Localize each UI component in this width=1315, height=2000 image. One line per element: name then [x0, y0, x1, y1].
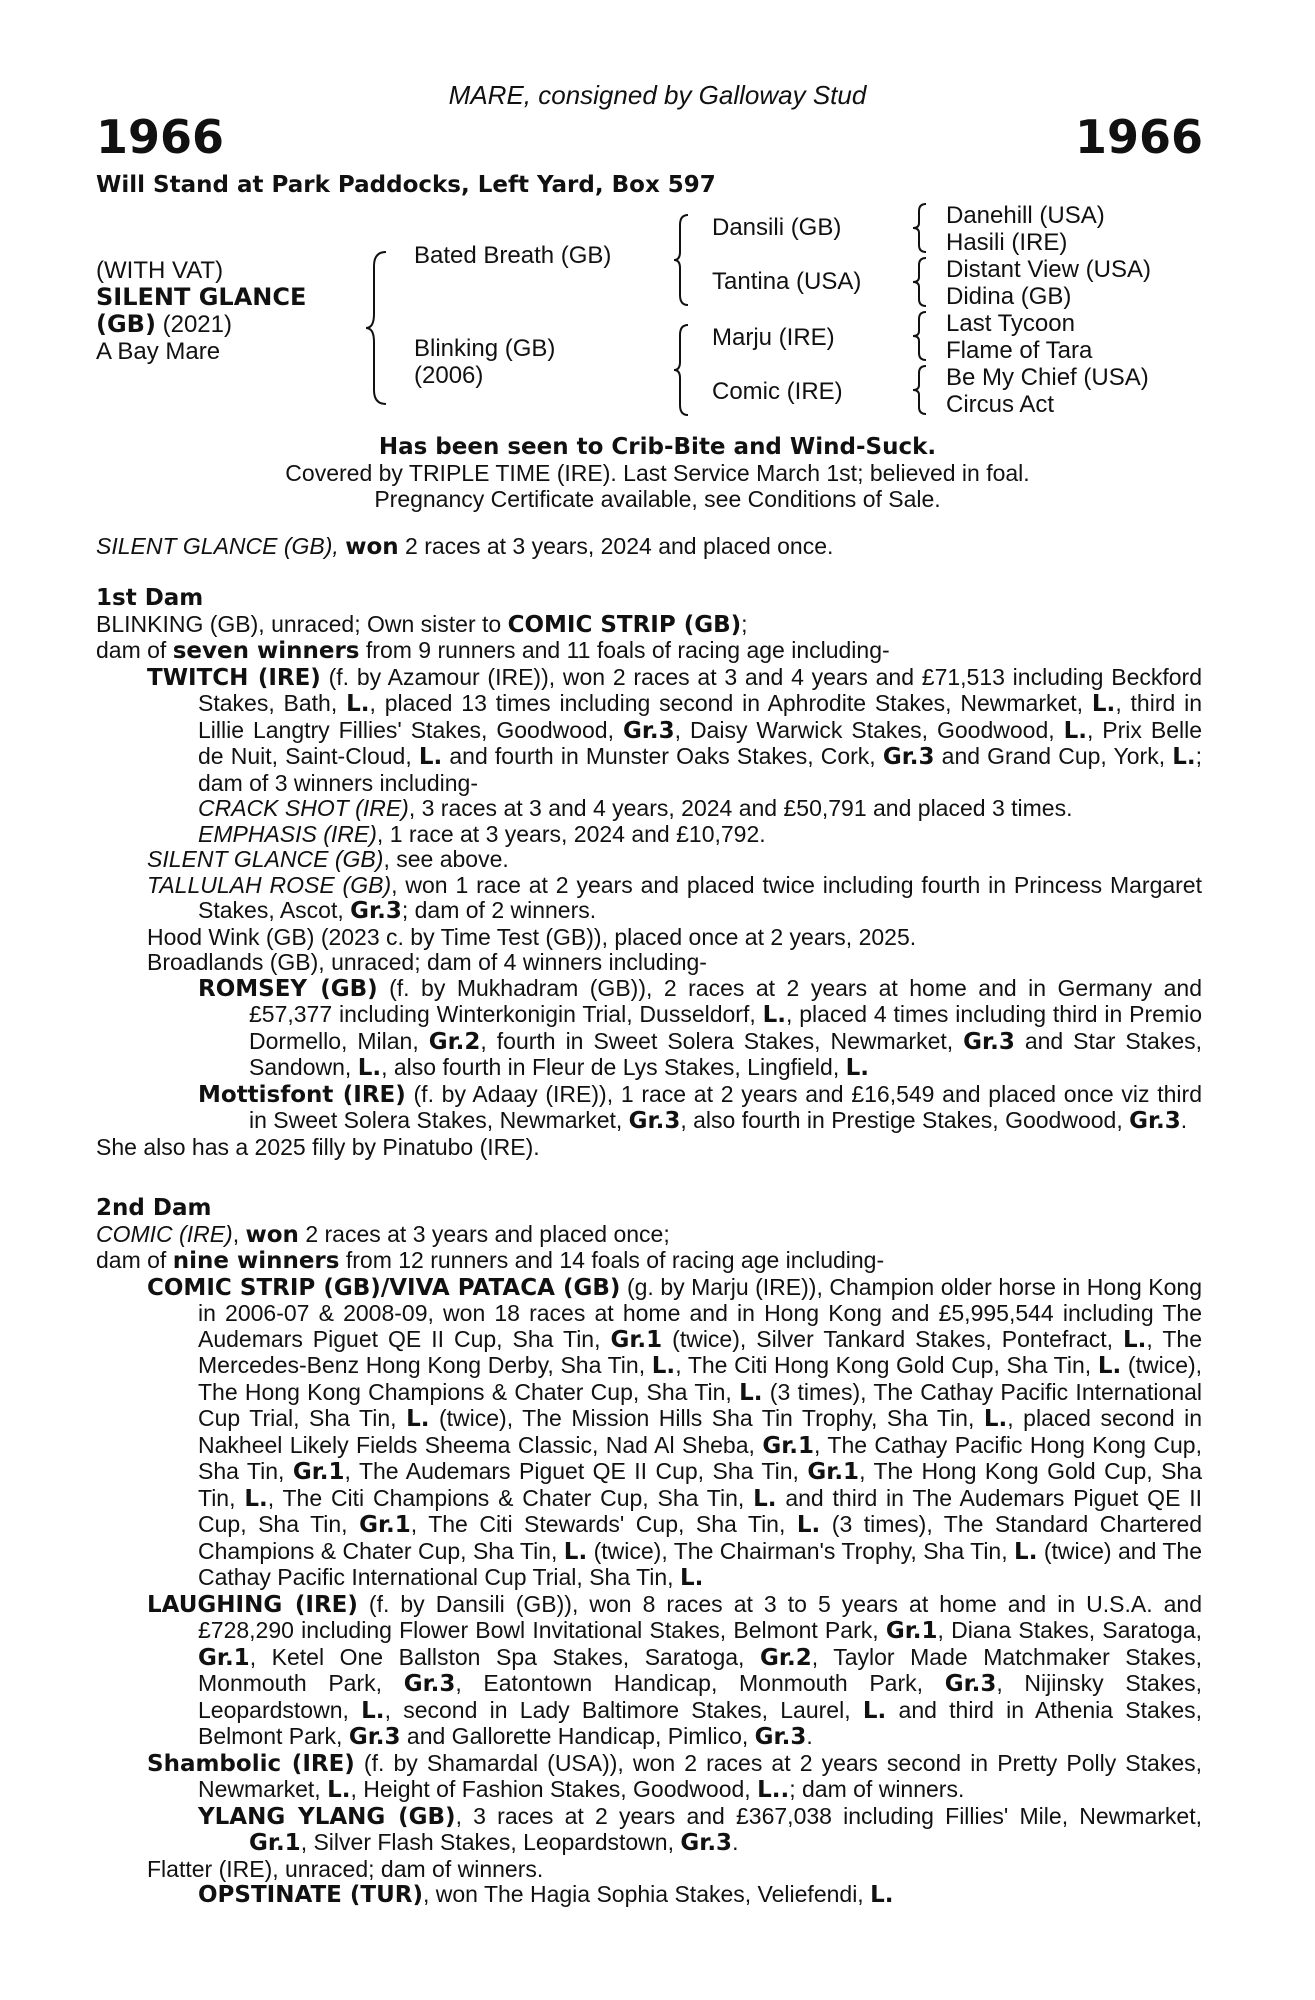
summary-horse: SILENT GLANCE (GB),: [96, 533, 339, 559]
summary-won: won: [345, 534, 399, 560]
flatter-entry: Flatter (IRE), unraced; dam of winners.: [147, 1855, 544, 1882]
hood-wink-entry: Hood Wink (GB) (2023 c. by Time Test (GB)), placed once at 2 years, 2025.: [147, 923, 917, 950]
second-dam-section: [96, 1196, 1202, 1909]
sale-notes: [0, 434, 1315, 512]
horse-name: SILENT GLANCE: [96, 283, 307, 311]
dam: [414, 335, 555, 389]
comic-strip-entry: COMIC STRIP (GB)/VIVA PATACA (GB) (g. by Marju (IRE)), Champion older horse in Hong Kong in 2006-07 & 2008-09, won 18 races at home and in Hong Kong and £5,995,544 including The Audemars Piguet QE II Cup, Sha Tin, Gr.1 (twice), Silver Tankard Stakes, Pontefract, L., The Mercedes-Benz Hong Kong Derby, Sha Tin, L., The Citi Hong Kong Gold Cup, Sha Tin, L. (twice), The Hong Kong Champions & Chater Cup, Sha Tin, L. (3 times), The Cathay Pacific International Cup Trial, Sha Tin, L. (twice), The Mission Hills Sha Tin Trophy, Sha Tin, L., placed second in Nakheel Likely Fields Sheema Classic, Nad Al Sheba, Gr.1, The Cathay Pacific Hong Kong Cup, Sha Tin, Gr.1, The Audemars Piguet QE II Cup, Sha Tin, Gr.1, The Hong Kong Gold Cup, Sha Tin, L., The Citi Champions & Chater Cup, Sha Tin, L. and third in The Audemars Piguet QE II Cup, Sha Tin, Gr.1, The Citi Stewards' Cup, Sha Tin, L. (3 times), The Standard Chartered Champions & Chater Cup, Sha Tin, L. (twice), The Chairman's Trophy, Sha Tin, L. (twice) and The Cathay Pacific International Cup Trial, Sha Tin, L.: [147, 1273, 1203, 1591]
dam-year: (2006): [414, 362, 484, 389]
second-dam-produce-line: dam of nine winners from 12 runners and 14 foals of racing age including-: [96, 1247, 885, 1274]
ped-dss: Last Tycoon: [946, 310, 1075, 337]
second-dam-line: COMIC (IRE), won 2 races at 3 years and placed once;: [96, 1220, 670, 1248]
also-note: She also has a 2025 filly by Pinatubo (IRE).: [96, 1133, 540, 1160]
silent-glance-entry: SILENT GLANCE (GB), see above.: [147, 846, 509, 872]
ped-ssd: Hasili (IRE): [946, 229, 1068, 256]
first-dam-produce-line: dam of seven winners from 9 runners and 11 foals of racing age including-: [96, 637, 890, 664]
vat-label: (WITH VAT): [96, 257, 224, 284]
ped-sds: Distant View (USA): [946, 256, 1151, 283]
sire: Bated Breath (GB): [414, 242, 612, 269]
ped-dds: Be My Chief (USA): [946, 364, 1149, 391]
first-dam-section: [96, 586, 1202, 1160]
broadlands-entry: Broadlands (GB), unraced; dam of 4 winners including-: [147, 949, 707, 975]
tallulah-entry: TALLULAH ROSE (GB), won 1 race at 2 years and placed twice including fourth in Princess Margaret Stakes, Ascot, Gr.3; dam of 2 winners.: [147, 871, 1202, 924]
covered-note: Covered by TRIPLE TIME (IRE). Last Service March 1st; believed in foal.: [285, 460, 1030, 486]
ped-sdd: Didina (GB): [946, 283, 1072, 310]
lot-number-right: 1966: [1074, 110, 1203, 164]
second-dam-heading: 2nd Dam: [96, 1195, 212, 1221]
romsey-entry: ROMSEY (GB) (f. by Mukhadram (GB)), 2 races at 2 years at home and in Germany and £57,377 including Winterkonigin Trial, Dusseldorf, L., placed 4 times including third in Premio Dormello, Milan, Gr.2, fourth in Sweet Solera Stakes, Newmarket, Gr.3 and Star Stakes, Sandown, L., also fourth in Fleur de Lys Stakes, Lingfield, L.: [198, 974, 1203, 1081]
certificate-note: Pregnancy Certificate available, see Conditions of Sale.: [374, 486, 941, 512]
brace-sd: [910, 256, 930, 308]
horse-country-year: [96, 311, 306, 338]
ped-dsd: Flame of Tara: [946, 337, 1093, 364]
consignor-line: MARE, consigned by Galloway Stud: [448, 80, 867, 110]
brace-sire: [672, 212, 694, 308]
ped-ddd: Circus Act: [946, 391, 1055, 418]
brace-ss: [910, 202, 930, 254]
horse-year: (2021): [162, 311, 232, 338]
mottisfont-entry: Mottisfont (IRE) (f. by Adaay (IRE)), 1 race at 2 years and £16,549 and placed once viz third in Sweet Solera Stakes, Newmarket, Gr.3, also fourth in Prestige Stakes, Goodwood, Gr.3.: [198, 1080, 1202, 1134]
horse-country: (GB): [96, 310, 156, 338]
laughing-entry: LAUGHING (IRE) (f. by Dansili (GB)), won 8 races at 3 to 5 years at home and in U.S.A. and £728,290 including Flower Bowl Invitational Stakes, Belmont Park, Gr.1, Diana Stakes, Saratoga, Gr.1, Ketel One Ballston Spa Stakes, Saratoga, Gr.2, Taylor Made Matchmaker Stakes, Monmouth Park, Gr.3, Eatontown Handicap, Monmouth Park, Gr.3, Nijinsky Stakes, Leopardstown, L., second in Lady Baltimore Stakes, Laurel, L. and third in Athenia Stakes, Belmont Park, Gr.3 and Gallorette Handicap, Pimlico, Gr.3.: [147, 1590, 1203, 1750]
first-dam-line: BLINKING (GB), unraced; Own sister to COMIC STRIP (GB);: [96, 610, 748, 638]
sire-sire: Dansili (GB): [712, 214, 842, 241]
dam-name: Blinking (GB): [414, 335, 556, 362]
horse-block: [96, 257, 306, 365]
stand-location: Will Stand at Park Paddocks, Left Yard, Box 597: [96, 172, 716, 198]
first-dam-heading: 1st Dam: [96, 585, 204, 611]
horse-description: A Bay Mare: [96, 338, 221, 365]
twitch-entry: TWITCH (IRE) (f. by Azamour (IRE)), won 2 races at 3 and 4 years and £71,513 including Beckford Stakes, Bath, L., placed 13 times including second in Aphrodite Stakes, Newmarket, L., third in Lillie Langtry Fillies' Stakes, Goodwood, Gr.3, Daisy Warwick Stakes, Goodwood, L., Prix Belle de Nuit, Saint-Cloud, L. and fourth in Munster Oaks Stakes, Cork, Gr.3 and Grand Cup, York, L.; dam of 3 winners including-: [147, 663, 1203, 796]
brace-dam: [672, 322, 694, 418]
dam-sire: Marju (IRE): [712, 324, 835, 351]
crack-shot-entry: CRACK SHOT (IRE), 3 races at 3 and 4 years, 2024 and £50,791 and placed 3 times.: [198, 795, 1073, 821]
shambolic-entry: Shambolic (IRE) (f. by Shamardal (USA)), won 2 races at 2 years second in Pretty Polly Stakes, Newmarket, L., Height of Fashion Stakes, Goodwood, L..; dam of winners.: [147, 1749, 1203, 1803]
ylang-ylang-entry: YLANG YLANG (GB), 3 races at 2 years and £367,038 including Fillies' Mile, Newmarket, Gr.1, Silver Flash Stakes, Leopardstown, Gr.3.: [198, 1802, 1202, 1856]
sire-dam: Tantina (USA): [712, 268, 862, 295]
lot-number-left: 1966: [96, 110, 225, 164]
brace-ds: [910, 310, 930, 362]
vice-note: Has been seen to Crib-Bite and Wind-Suck.: [378, 434, 937, 460]
emphasis-entry: EMPHASIS (IRE), 1 race at 3 years, 2024 and £10,792.: [198, 820, 766, 847]
brace-dd: [910, 364, 930, 416]
summary-record: 2 races at 3 years, 2024 and placed once.: [405, 533, 834, 559]
race-summary: [96, 534, 1202, 561]
dam-dam: Comic (IRE): [712, 378, 843, 405]
opstinate-entry: OPSTINATE (TUR), won The Hagia Sophia Stakes, Veliefendi, L.: [198, 1881, 894, 1908]
brace-main: [364, 248, 394, 408]
ped-sss: Danehill (USA): [946, 202, 1105, 229]
